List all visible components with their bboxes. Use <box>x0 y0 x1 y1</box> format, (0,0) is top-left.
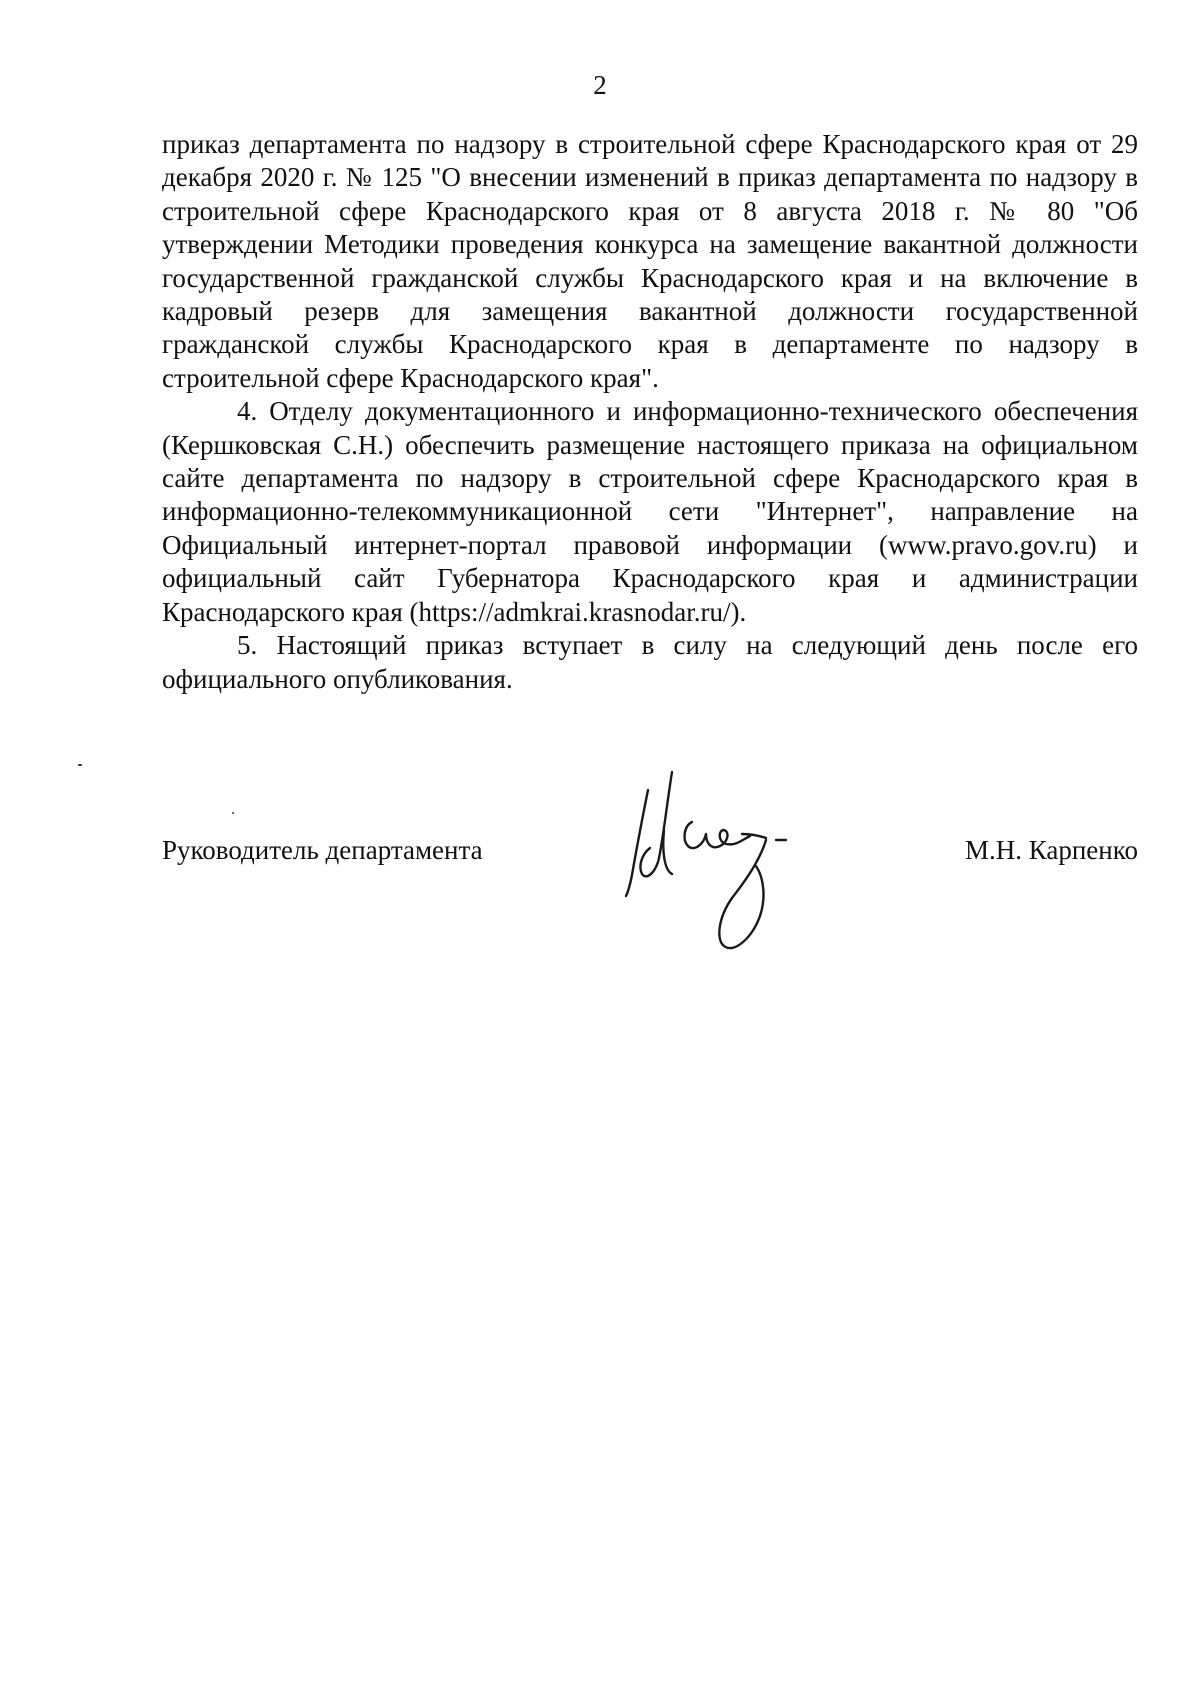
scan-speck <box>78 764 82 766</box>
paragraph-continuation: приказ департамента по надзору в строительной сфере Краснодарского края от 29 декабря 2020 г. № 125 "О внесении изменений в приказ департамента по надзору в строительной сфере Краснодарского края от 8 августа 2018 г. № 80 "Об утверждении Методики проведения конкурса на замещение вакантной должности государственной гражданской службы Краснодарского края и на включение в кадровый резерв для замещения вакантной должности государственной гражданской службы Краснодарского края в департаменте по надзору в строительной сфере Краснодарского края". <box>162 129 1138 393</box>
signatory-position: Руководитель департамента <box>162 835 483 865</box>
paragraph-item-5: 5. Настоящий приказ вступает в силу на следующий день после его официального опубликования. <box>162 630 1138 694</box>
document-body <box>162 128 1138 696</box>
handwritten-signature <box>620 770 860 970</box>
signatory-name: М.Н. Карпенко <box>964 835 1138 865</box>
paragraph-item-4: 4. Отделу документационного и информационно-технического обеспечения (Кершковская С.Н.) обеспечить размещение настоящего приказа на официальном сайте департамента по надзору в строительной сфере Краснодарского края в информационно-телекоммуникационной сети "Интернет", направление на Официальный интернет-портал правовой информации (www.pravo.gov.ru) и официальный сайт Губернатора Краснодарского края и администрации Краснодарского края (https://admkrai.krasnodar.ru/). <box>162 396 1138 627</box>
page-number: 2 <box>593 70 607 100</box>
scan-speck <box>232 812 234 814</box>
